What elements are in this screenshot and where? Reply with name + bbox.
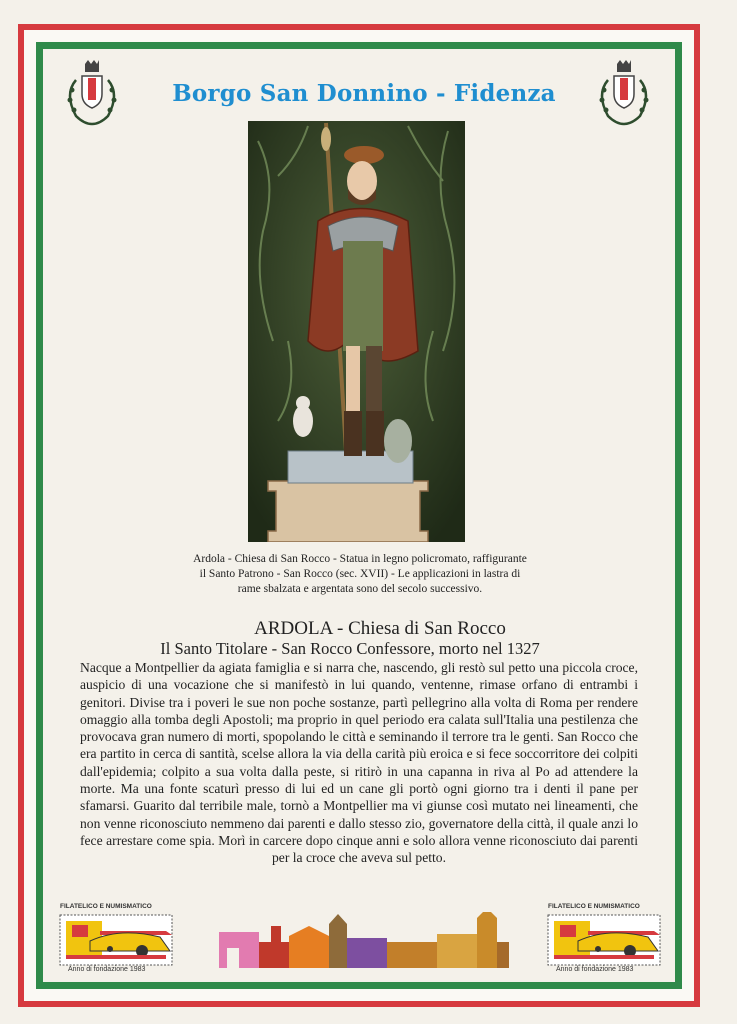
city-skyline-illustration [219, 912, 509, 968]
caption-line: rame sbalzata e argentata sono del secolo successivo. [237, 583, 483, 595]
caption-line: Ardola - Chiesa di San Rocco - Statua in legno policromato, raffigurante [193, 553, 527, 565]
caption-line: il Santo Patrono - San Rocco (sec. XVII) - Le applicazioni in lastra di [199, 568, 521, 580]
photo-caption [150, 552, 570, 597]
philatelic-stamp-right [538, 903, 666, 977]
stamp-club-name: FILATELICO E NUMISMATICO [548, 903, 640, 910]
philatelic-stamp-left [50, 903, 178, 977]
article-subheading: Il Santo Titolare - San Rocco Confessore, morto nel 1327 [160, 639, 540, 658]
page-title: Borgo San Donnino - Fidenza [172, 80, 556, 107]
stamp-club-name: FILATELICO E NUMISMATICO [60, 903, 152, 910]
article-body: Nacque a Montpellier da agiata famiglia e si narra che, nascendo, gli restò sul petto una piccola croce, auspicio di una vocazione che si manifestò in lui quando, ventenne, rimase orfano di entrambi i genitori. Divise tra i poveri le sue non poche sostanze, partì pellegrino alla volta di Roma per rendere omaggio alla tomba degli Apostoli; ma proprio in quel periodo era calata sull'Italia una pestilenza che provocava gran numero di morti, spopolando le città e seminando il terrore tra le genti. San Rocco che era partito in cerca di santità, scelse allora la via della carità più eroica e si fece soccorritore dei colpiti dall'epidemia; colpito a sua volta dalla peste, si ritirò in una capanna in riva al Po ad attendere la morte. Ma una fonte scaturì presso di lui ed un cane gli portò ogni giorno tra i denti il pane per sfamarsi. Guarito dal terribile male, tornò a Montpellier ma vi giunse così mutato nei lineamenti, che non venne riconosciuto nemmeno dai parenti e dallo stesso zio, governatore della città, il quale anzi lo fece arrestare come spia. Morì in carcere dopo cinque anni e solo allora venne riconosciuto dai parenti per la croce che aveva sul petto. [80, 660, 638, 866]
stamp-logo-icon [538, 911, 666, 967]
coat-of-arms-right-icon [594, 60, 654, 140]
stamp-logo-icon [50, 911, 178, 967]
coat-of-arms-left-icon [62, 60, 122, 140]
statue-photo [248, 121, 465, 542]
stamp-founded: Anno di fondazione 1983 [556, 966, 634, 973]
article-heading: ARDOLA - Chiesa di San Rocco [254, 618, 506, 639]
stamp-founded: Anno di fondazione 1983 [68, 966, 146, 973]
